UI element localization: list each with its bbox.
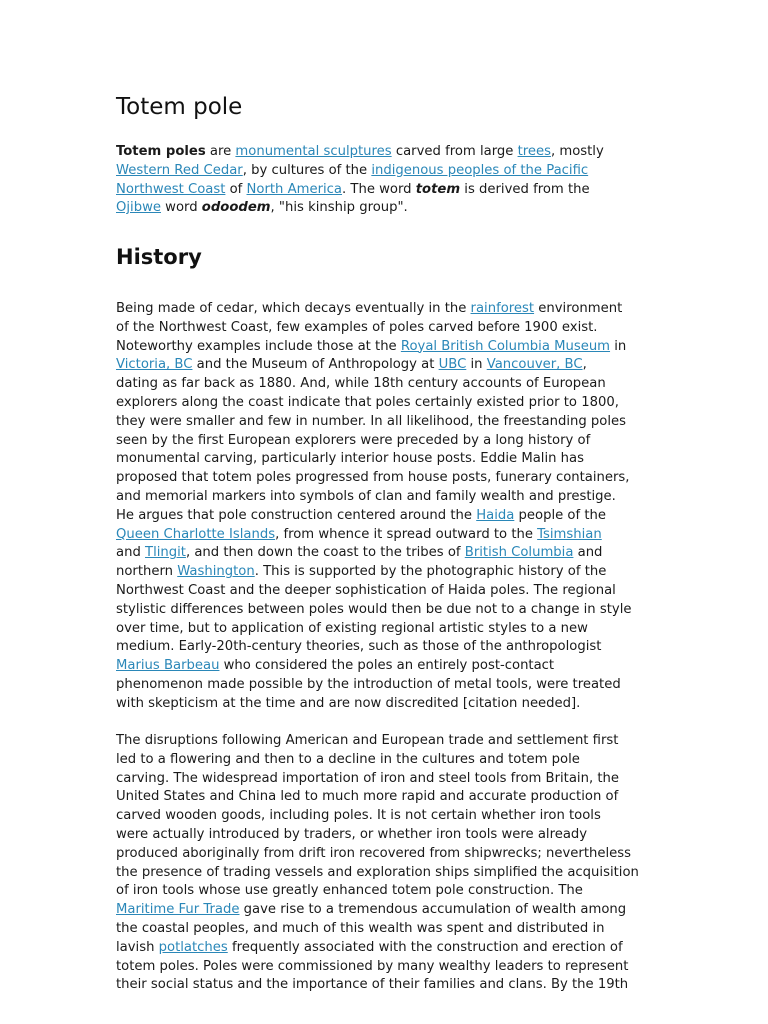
text-line: the presence of trading vessels and exploration ships simplified the acquisition xyxy=(116,864,639,880)
text-line: monumental carving, particularly interior house posts. Eddie Malin has xyxy=(116,451,584,467)
text-line: proposed that totem poles progressed from house posts, funerary containers, xyxy=(116,470,630,486)
link-vancouver-bc[interactable]: Vancouver, BC xyxy=(486,357,583,373)
link-indigenous-peoples[interactable]: indigenous peoples of the Pacific xyxy=(371,162,589,178)
text-line: Ojibwe word odoodem, "his kinship group". xyxy=(116,200,408,216)
text-line: Northwest Coast of North America. The word totem is derived from the xyxy=(116,181,590,197)
link-victoria-bc[interactable]: Victoria, BC xyxy=(116,357,193,373)
text-line: of the Northwest Coast, few examples of poles carved before 1900 exist. xyxy=(116,319,598,335)
history-paragraph-2 xyxy=(116,732,656,995)
text-line: with skepticism at the time and are now discredited [citation needed]. xyxy=(116,695,581,711)
text-line: northern Washington. This is supported by the photographic history of the xyxy=(116,564,607,580)
text-line: Maritime Fur Trade gave rise to a tremendous accumulation of wealth among xyxy=(116,902,627,918)
text-line: stylistic differences between poles would then be due not to a change in style xyxy=(116,601,632,617)
text-line: The disruptions following American and European trade and settlement first xyxy=(116,733,619,748)
link-british-columbia[interactable]: British Columbia xyxy=(464,545,574,561)
link-maritime-fur-trade[interactable]: Maritime Fur Trade xyxy=(116,902,240,918)
history-paragraph-1 xyxy=(116,300,656,714)
text-line: seen by the first European explorers were preceded by a long history of xyxy=(116,432,591,448)
link-ubc[interactable]: UBC xyxy=(438,357,467,373)
link-north-america[interactable]: North America xyxy=(246,181,343,197)
text-line: totem poles. Poles were commissioned by many wealthy leaders to represent xyxy=(116,958,629,974)
intro-paragraph xyxy=(116,143,656,218)
text-line: Queen Charlotte Islands, from whence it spread outward to the Tsimshian xyxy=(116,526,602,542)
link-rainforest[interactable]: rainforest xyxy=(470,301,535,316)
text-line: the coastal peoples, and much of this wealth was spent and distributed in xyxy=(116,920,605,936)
text-line: and memorial markers into symbols of clan and family wealth and prestige. xyxy=(116,488,616,504)
text-line: and Tlingit, and then down the coast to the tribes of British Columbia and xyxy=(116,545,603,561)
bold-term: Totem poles xyxy=(116,144,206,159)
text-line: carved wooden goods, including poles. It is not certain whether iron tools xyxy=(116,808,601,824)
text-line: Noteworthy examples include those at the Royal British Columbia Museum in xyxy=(116,338,627,354)
link-tsimshian[interactable]: Tsimshian xyxy=(537,526,602,542)
emphasis-term: totem xyxy=(415,181,461,197)
text-line: Victoria, BC and the Museum of Anthropology at UBC in Vancouver, BC, xyxy=(116,357,587,373)
link-potlatches[interactable]: potlatches xyxy=(158,939,228,955)
link-washington[interactable]: Washington xyxy=(177,564,255,580)
text-line: explorers along the coast indicate that poles certainly existed prior to 1800, xyxy=(116,394,619,410)
link-northwest-coast[interactable]: Northwest Coast xyxy=(116,181,226,197)
text-line: dating as far back as 1880. And, while 18th century accounts of European xyxy=(116,376,606,392)
link-haida[interactable]: Haida xyxy=(476,507,515,523)
text-line: led to a flowering and then to a decline in the cultures and totem pole xyxy=(116,751,580,767)
link-marius-barbeau[interactable]: Marius Barbeau xyxy=(116,658,220,674)
link-queen-charlotte-islands[interactable]: Queen Charlotte Islands xyxy=(116,526,276,542)
text-line: were actually introduced by traders, or whether iron tools were already xyxy=(116,826,588,842)
text-line: they were smaller and few in number. In all likelihood, the freestanding poles xyxy=(116,413,627,429)
text-line: Totem poles are monumental sculptures carved from large trees, mostly xyxy=(116,144,604,159)
link-western-red-cedar[interactable]: Western Red Cedar xyxy=(116,162,243,178)
link-royal-bc-museum[interactable]: Royal British Columbia Museum xyxy=(400,338,611,354)
text-line: of iron tools whose use greatly enhanced totem pole construction. The xyxy=(116,883,583,899)
text-line: He argues that pole construction centered around the Haida people of the xyxy=(116,507,606,523)
link-tlingit[interactable]: Tlingit xyxy=(145,545,186,561)
text-line: Northwest Coast and the deeper sophistication of Haida poles. The regional xyxy=(116,582,616,598)
text-line: their social status and the importance of their families and clans. By the 19th xyxy=(116,977,629,993)
text-line: Western Red Cedar, by cultures of the indigenous peoples of the Pacific xyxy=(116,162,589,178)
text-line: lavish potlatches frequently associated with the construction and erection of xyxy=(116,939,623,955)
link-monumental-sculptures[interactable]: monumental sculptures xyxy=(235,144,392,159)
text-line: United States and China led to much more rapid and accurate production of xyxy=(116,789,619,805)
link-ojibwe[interactable]: Ojibwe xyxy=(116,200,161,216)
section-heading-history: History xyxy=(116,245,202,269)
text-line: Being made of cedar, which decays eventually in the rainforest environment xyxy=(116,301,623,316)
text-line: over time, but to application of existing regional artistic styles to a new xyxy=(116,620,588,636)
text-line: medium. Early-20th-century theories, such as those of the anthropologist xyxy=(116,639,602,655)
page-title: Totem pole xyxy=(116,94,243,120)
link-trees[interactable]: trees xyxy=(517,144,551,159)
text-line: produced aboriginally from drift iron recovered from shipwrecks; nevertheless xyxy=(116,845,631,861)
text-line: carving. The widespread importation of iron and steel tools from Britain, the xyxy=(116,770,619,786)
emphasis-term: odoodem xyxy=(201,200,271,216)
text-line: Marius Barbeau who considered the poles an entirely post-contact xyxy=(116,658,555,674)
text-line: phenomenon made possible by the introduction of metal tools, were treated xyxy=(116,676,621,692)
